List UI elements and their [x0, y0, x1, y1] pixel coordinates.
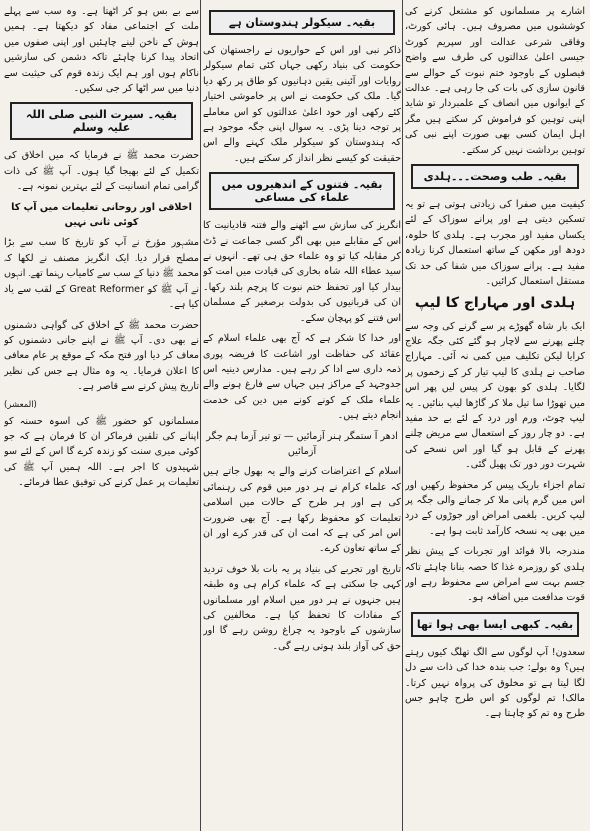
continuation-header: بقیہ۔ کبھی ایسا بھی ہوا تھا [411, 612, 579, 637]
article-paragraph: مسلمانوں کو حضور ﷺ کی اسوہ حسنہ کو اپنانے کی تلقین فرماکر ان کا فرمان ہے کہ جو کوئی میری سنت کو زندہ کرے گا اس کے لئے سو شہیدوں کا اجر ہے۔ اللہ ہمیں آپ ﷺ کی تعلیمات پر عمل کرنے کی توفیق عطا فرمائے۔ [4, 415, 199, 489]
continuation-header: بقیہ۔ فتنوں کے اندھیروں میں علماء کی مساعی [209, 172, 395, 210]
left-column [4, 4, 199, 827]
column-divider [402, 0, 403, 831]
article-paragraph: اور خدا کا شکر ہے کہ آج بھی علماء اسلام کے عقائد کی حفاظت اور اشاعت کا فریضہ پوری ذمہ داری سے ادا کر رہے ہیں۔ مدارس دینیہ اس جدوجہد کے مراکز ہیں جہاں سے فارغ ہونے والے علماء ملک کے کونے کونے میں دین کی خدمت انجام دیتے ہیں۔ [203, 333, 401, 422]
article-paragraph: اشارے پر مسلمانوں کو مشتعل کرنے کی کوششوں میں مصروف ہیں۔ ہائی کورٹ، وفاقی شرعی عدالت اور سپریم کورٹ جیسی اعلیٰ عدالتوں کی طرف سے واضح فیصلوں کے باوجود ختم نبوت کے حوالے سے قانون سازی کی بات کی جا رہی ہے۔ عدالت کے ایوانوں میں انصاف کے علمبردار تو شاید اپنی توہین کو فراموش کر سکتے ہیں مگر اہل ایمان کسی بھی صورت اپنے نبی کی توہین برداشت نہیں کر سکتے۔ [405, 6, 585, 156]
poetry-verse: ادھر آ ستمگر ہنر آزمائیں — تو تیر آزما ہم جگر آزمائیں [206, 430, 398, 457]
article-paragraph: تاریخ اور تجربے کی بنیاد پر یہ بات بلا خوف تردید کہی جا سکتی ہے کہ علماء کرام ہی وہ طبقہ ہیں جنہوں نے ہر دور میں اسلام اور مسلمانوں کے مفادات کا تحفظ کیا ہے۔ مخالفین کی سازشوں کے باوجود یہ چراغ روشن رہے گا اور حق کی آواز بلند ہوتی رہے گی۔ [203, 563, 401, 652]
article-paragraph: ایک بار شاہ گھوڑے پر سے گرنے کی وجہ سے چلنے پھرنے سے لاچار ہو گئے کئی جگہ علاج کرایا لیکن تکلیف میں کمی نہ آئی۔ مہاراج صاحب نے ہلدی کا لیپ تیار کر کے زخموں پر لگایا۔ ہلدی کو بھون کر پیس لیں پھر اس میں تھوڑا سا تیل ملا کر گاڑھا لیپ بنائیں۔ یہ لیپ چوٹ، ورم اور درد کے لئے بے حد مفید ہے۔ دو چار روز کے استعمال سے مریض چلنے پھرنے کے قابل ہو گیا اور اس نسخے کی شہرت دور دور تک پھیل گئی۔ [405, 320, 585, 471]
pull-quote: اخلاقی اور روحانی تعلیمات میں آپ کا کوئی ثانی نہیں [11, 201, 192, 229]
end-note: (المعشر) [4, 399, 37, 410]
right-column [405, 4, 585, 827]
middle-column [203, 4, 401, 827]
article-paragraph: اسلام کے اعتراضات کرنے والے یہ بھول جاتے ہیں کہ علماء کرام نے ہر دور میں قوم کی رہنمائی کی ہے اور ہر طرح کے حالات میں اسلامی تعلیمات کو محفوظ رکھا ہے۔ آج بھی ضرورت اس امر کی ہے کہ امت ان کی قدر کرے اور ان کے ساتھ تعاون کرے۔ [203, 466, 401, 555]
column-divider [200, 0, 201, 831]
article-paragraph: مشہور مؤرخ نے آپ کو تاریخ کا سب سے بڑا مصلح قرار دیا۔ ایک انگریز مصنف نے لکھا کہ محمد ﷺ دنیا کے سب سے کامیاب رہنما تھے۔ انہوں نے آپ ﷺ کو Great Reformer کے لقب سے یاد کیا ہے۔ [4, 237, 199, 311]
article-paragraph: حضرت محمد ﷺ کے اخلاق کی گواہی دشمنوں نے بھی دی۔ آپ ﷺ نے اپنے جانی دشمنوں کو معاف کر دیا اور فتح مکہ کے موقع پر عام معافی کا اعلان فرمایا۔ یہ وہ مثال ہے جس کی نظیر تاریخ پیش کرنے سے قاصر ہے۔ [4, 319, 199, 393]
article-paragraph: ذاکر نبی اور اس کے حواریوں نے راجستھان کی حکومت کی بنیاد رکھی جہاں کئی تمام سیکولر روایات اور آئینی یقین دہانیوں کو طاق پر رکھ دیا گیا۔ ملک کی حکومت نے اس پر خاموشی اختیار کئے رکھی اور خود اعلیٰ عدالتوں کو اس معاملے پر توجہ دینا پڑی۔ یہ سوال اپنی جگہ موجود ہے کہ ہندوستان کو سیکولر ملک کہنے والے اس حقیقت کو کیسے نظر انداز کر سکتے ہیں۔ [203, 45, 401, 164]
continuation-header: بقیہ۔ سیرت النبی صلی اللہ علیہ وسلم [10, 102, 193, 140]
continuation-header: بقیہ۔ سیکولر ہندوستان ہے [209, 10, 395, 35]
article-paragraph: مندرجہ بالا فوائد اور تجربات کے پیش نظر ہلدی کو روزمرہ غذا کا حصہ بنانا چاہئے تاکہ جسم بہت سے امراض سے محفوظ رہے اور قوت مدافعت میں اضافہ ہو۔ [405, 546, 585, 604]
article-paragraph: سے بے بس ہو کر اٹھتا ہے۔ وہ سب سے پہلے ملت کے اجتماعی مفاد کو دیکھتا ہے۔ ہمیں ہوش کے ناخن لینے چاہئیں اور اپنی صفوں میں اتحاد پیدا کرنا چاہئے تاکہ دشمن کی سازشیں ناکام ہوں اور ہم ایک زندہ قوم کی حیثیت سے دنیا میں سر اٹھا کر جی سکیں۔ [4, 6, 199, 95]
article-paragraph: انگریز کی سازش سے اٹھنے والے فتنہ قادیانیت کا اس کے مقابلے میں بھی اگر کسی جماعت نے ڈٹ کر مقابلہ کیا تو وہ علماء حق ہی تھے۔ انہوں نے سید عطاء اللہ شاہ بخاری کی قیادت میں امت کو بیدار کیا اور تحفظ ختم نبوت کا پرچم بلند رکھا۔ ان کی قربانیوں کی بدولت برصغیر کے مسلمان اس فتنے کو پہچان سکے۔ [203, 220, 401, 324]
section-heading: ہلدی اور مہاراج کا لیپ [414, 294, 576, 311]
continuation-header: بقیہ۔ طب وصحت۔۔۔ہلدی [411, 164, 579, 189]
article-paragraph: سعدون! آپ لوگوں سے الگ تھلگ کیوں رہتے ہیں؟ وہ بولے: جب بندہ خدا کی ذات سے دل لگا لیتا ہے تو مخلوق کی پرواہ نہیں کرتا۔ مالک! تم لوگوں کو اس طرح چاہو جس طرح وہ تم کو چاہتا ہے۔ [405, 646, 585, 720]
article-paragraph: کیفیت میں صفرا کی زیادتی ہوتی ہے تو یہ تسکین دیتی ہے اور پرانے سوزاک کے لئے یکساں مفید اور مجرب ہے۔ ہلدی کا حلوہ، دودھ اور مکھن کے ساتھ استعمال کرنا زیادہ مفید ہے۔ پرانے سوزاک میں شفا کی حد تک مستقل استعمال کرائیں۔ [405, 199, 585, 288]
article-paragraph: حضرت محمد ﷺ نے فرمایا کہ میں اخلاق کی تکمیل کے لئے بھیجا گیا ہوں۔ آپ ﷺ کی ذات گرامی تمام انسانیت کے لئے بہترین نمونہ ہے۔ [4, 150, 199, 193]
article-paragraph: تمام اجزاء باریک پیس کر محفوظ رکھیں اور اس میں گرم پانی ملا کر جمانے والی جگہ پر لیپ کریں۔ بلغمی امراض اور جوڑوں کے درد میں بھی یہ نسخہ کارآمد ثابت ہوا ہے۔ [405, 479, 585, 537]
